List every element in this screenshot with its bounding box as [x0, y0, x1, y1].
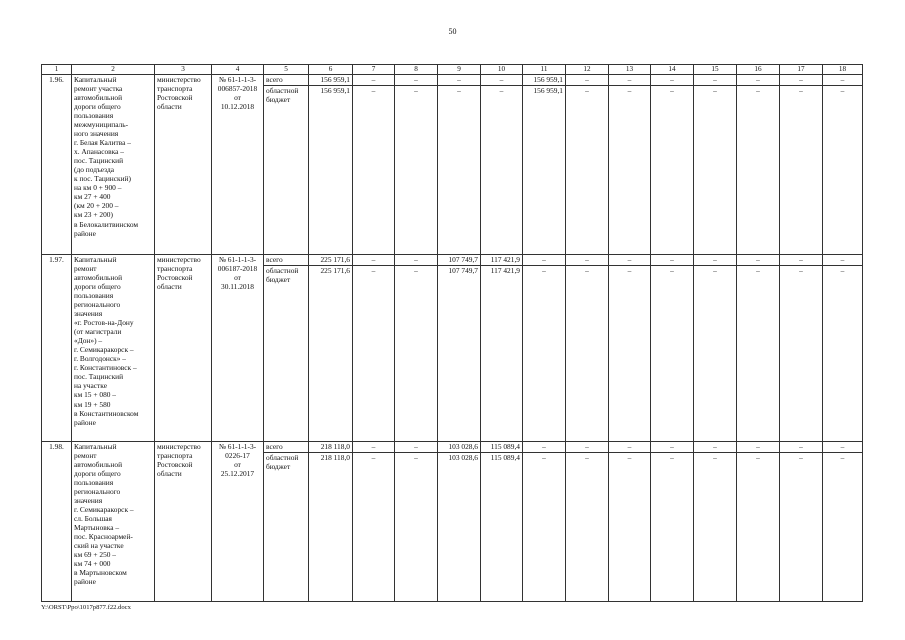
text-line: 0226-17 [225, 451, 250, 461]
amount-cell: – [609, 86, 651, 255]
text-line: «Дон») – [74, 336, 103, 346]
amount-cell: 117 421,9 [481, 266, 523, 442]
amount-cell: – [395, 266, 438, 442]
amount-cell: – [780, 266, 823, 442]
text-line: районе [74, 577, 96, 587]
amount-cell: – [609, 442, 651, 453]
amount-cell: – [609, 75, 651, 86]
amount-cell: – [651, 255, 694, 266]
text-line: автомобильной [74, 273, 123, 283]
text-line: Ростовской [157, 460, 193, 470]
text-line: № 61-1-1-3- [218, 75, 257, 84]
amount-cell: – [823, 255, 863, 266]
column-number: 18 [823, 65, 863, 75]
text-line: от [234, 460, 241, 470]
page-number: 50 [448, 27, 457, 36]
text-line: в Белокалитвинском [74, 219, 139, 229]
amount-cell: 225 171,6 [309, 266, 353, 442]
text-line: пользования [74, 111, 114, 121]
amount-cell: – [651, 266, 694, 442]
text-line: межмуниципаль- [74, 120, 129, 130]
text-line: области [157, 102, 182, 112]
text-line: пос. Красноармей- [74, 532, 133, 542]
text-line: км 69 + 250 – [74, 550, 116, 560]
text-line: км 19 + 580 [74, 399, 111, 409]
table-row [42, 442, 863, 453]
amount-cell: 218 118,0 [309, 453, 353, 602]
amount-cell: – [566, 75, 609, 86]
text-line: в Константиновском [74, 408, 139, 418]
text-line: ного значения [74, 129, 119, 139]
text-line: в Мартыновском [74, 568, 127, 578]
column-number: 14 [651, 65, 694, 75]
funding-source-total: всего [264, 255, 309, 266]
amount-cell: – [438, 75, 481, 86]
amount-cell: – [737, 442, 780, 453]
text-line: г. Семикаракорск – [74, 505, 134, 515]
amount-cell: – [609, 453, 651, 602]
amount-cell: – [780, 442, 823, 453]
text-line: г. Семикаракорск – [74, 345, 134, 355]
amount-cell: – [353, 255, 395, 266]
text-line: № 61-1-1-3- [218, 255, 257, 264]
amount-cell: – [481, 75, 523, 86]
object-description [72, 75, 155, 255]
column-number: 11 [523, 65, 566, 75]
amount-cell: – [523, 453, 566, 602]
amount-cell: – [566, 255, 609, 266]
text-line: транспорта [157, 451, 193, 461]
text-line: областной [266, 453, 299, 462]
funding-source-total: всего [264, 442, 309, 453]
text-line: Мартыновка – [74, 523, 120, 533]
text-line: к пос. Тацинский) [74, 174, 131, 184]
amount-cell: – [353, 442, 395, 453]
amount-cell: – [737, 266, 780, 442]
amount-cell: – [737, 453, 780, 602]
amount-cell: 103 028,6 [438, 442, 481, 453]
text-line: ремонт [74, 451, 97, 461]
amount-cell: – [438, 86, 481, 255]
object-description [72, 255, 155, 442]
text-line: ремонт [74, 264, 97, 274]
amount-cell: 115 089,4 [481, 453, 523, 602]
amount-cell: – [737, 86, 780, 255]
column-number: 8 [395, 65, 438, 75]
document-reference [212, 255, 264, 442]
amount-cell: – [353, 86, 395, 255]
text-line: 006187-2018 [217, 264, 258, 274]
table-row [42, 255, 863, 266]
column-number: 2 [72, 65, 155, 75]
column-number-row [42, 65, 863, 75]
text-line: районе [74, 417, 96, 427]
amount-cell: – [353, 453, 395, 602]
amount-cell: 107 749,7 [438, 255, 481, 266]
amount-cell: – [737, 255, 780, 266]
text-line: районе [74, 228, 96, 238]
amount-cell: – [694, 86, 737, 255]
amount-cell: 156 959,1 [523, 75, 566, 86]
amount-cell: – [737, 75, 780, 86]
text-line: Капитальный [74, 255, 117, 264]
text-line: на км 0 + 900 – [74, 183, 122, 193]
amount-cell: 103 028,6 [438, 453, 481, 602]
text-line: транспорта [157, 264, 193, 274]
amount-cell: – [780, 453, 823, 602]
responsible-organization [155, 75, 212, 255]
amount-cell: – [353, 266, 395, 442]
amount-cell: – [823, 442, 863, 453]
text-line: ремонт участка [74, 84, 123, 94]
text-line: км 74 + 000 [74, 559, 111, 569]
text-line: области [157, 469, 182, 479]
text-line: (до подъезда [74, 165, 114, 175]
amount-cell: – [780, 75, 823, 86]
text-line: № 61-1-1-3- [218, 442, 257, 451]
funding-source-regional [264, 453, 309, 602]
amount-cell: 225 171,6 [309, 255, 353, 266]
amount-cell: 218 118,0 [309, 442, 353, 453]
budget-table [41, 64, 863, 602]
amount-cell: – [566, 442, 609, 453]
text-line: км 27 + 400 [74, 192, 111, 202]
text-line: министерство [157, 75, 201, 84]
text-line: пос. Тацинский [74, 372, 124, 382]
text-line: министерство [157, 255, 201, 264]
text-line: бюджет [266, 95, 291, 105]
row-number: 1.97. [42, 255, 72, 442]
amount-cell: – [823, 75, 863, 86]
text-line: Ростовской [157, 273, 193, 283]
column-number: 5 [264, 65, 309, 75]
text-line: дороги общего [74, 282, 121, 292]
amount-cell: 156 959,1 [523, 86, 566, 255]
amount-cell: – [609, 255, 651, 266]
text-line: пос. Тацинский [74, 156, 124, 166]
text-line: «г. Ростов-на-Дону [74, 318, 134, 328]
column-number: 3 [155, 65, 212, 75]
amount-cell: 115 089,4 [481, 442, 523, 453]
document-reference [212, 442, 264, 602]
column-number: 10 [481, 65, 523, 75]
column-number: 4 [212, 65, 264, 75]
text-line: значения [74, 309, 103, 319]
amount-cell: – [395, 453, 438, 602]
text-line: Капитальный [74, 442, 117, 451]
amount-cell: – [523, 266, 566, 442]
amount-cell: – [395, 75, 438, 86]
text-line: (от магистрали [74, 327, 122, 337]
text-line: от [234, 273, 241, 283]
amount-cell: – [566, 453, 609, 602]
amount-cell: – [694, 75, 737, 86]
text-line: 006857-2018 [217, 84, 258, 94]
row-number: 1.96. [42, 75, 72, 255]
column-number: 6 [309, 65, 353, 75]
text-line: дороги общего [74, 469, 121, 479]
text-line: (км 20 + 200 – [74, 201, 119, 211]
row-number: 1.98. [42, 442, 72, 602]
funding-source-regional [264, 86, 309, 255]
text-line: области [157, 282, 182, 292]
responsible-organization [155, 255, 212, 442]
text-line: областной [266, 86, 299, 95]
amount-cell: – [651, 442, 694, 453]
text-line: 25.12.2017 [220, 469, 255, 479]
column-number: 13 [609, 65, 651, 75]
amount-cell: – [823, 453, 863, 602]
amount-cell: 156 959,1 [309, 75, 353, 86]
table-row [42, 75, 863, 86]
text-line: км 23 + 200) [74, 210, 113, 220]
amount-cell: – [523, 442, 566, 453]
amount-cell: – [651, 453, 694, 602]
text-line: транспорта [157, 84, 193, 94]
column-number: 1 [42, 65, 72, 75]
text-line: дороги общего [74, 102, 121, 112]
text-line: автомобильной [74, 93, 123, 103]
text-line: пользования [74, 478, 114, 488]
text-line: автомобильной [74, 460, 123, 470]
column-number: 7 [353, 65, 395, 75]
amount-cell: – [694, 442, 737, 453]
amount-cell: – [481, 86, 523, 255]
amount-cell: – [566, 86, 609, 255]
text-line: регионального [74, 487, 121, 497]
amount-cell: – [523, 255, 566, 266]
text-line: сл. Большая [74, 514, 112, 524]
text-line: км 15 + 080 – [74, 390, 116, 400]
text-line: 10.12.2018 [220, 102, 255, 112]
amount-cell: – [694, 266, 737, 442]
text-line: 30.11.2018 [221, 282, 254, 292]
text-line: ский на участке [74, 541, 124, 551]
text-line: г. Волгодонск» – [74, 354, 126, 364]
text-line: министерство [157, 442, 201, 451]
amount-cell: 156 959,1 [309, 86, 353, 255]
responsible-organization [155, 442, 212, 602]
text-line: бюджет [266, 462, 291, 472]
amount-cell: – [651, 75, 694, 86]
text-line: областной [266, 266, 299, 275]
funding-source-total: всего [264, 75, 309, 86]
text-line: пользования [74, 291, 114, 301]
amount-cell: – [651, 86, 694, 255]
text-line: х. Апанасовка – [74, 147, 124, 157]
amount-cell: – [395, 255, 438, 266]
amount-cell: – [780, 255, 823, 266]
amount-cell: 107 749,7 [438, 266, 481, 442]
text-line: регионального [74, 300, 121, 310]
text-line: г. Белая Калитва – [74, 138, 131, 148]
column-number: 16 [737, 65, 780, 75]
amount-cell: – [395, 442, 438, 453]
text-line: Капитальный [74, 75, 117, 84]
column-number: 12 [566, 65, 609, 75]
amount-cell: – [823, 266, 863, 442]
column-number: 9 [438, 65, 481, 75]
document-reference [212, 75, 264, 255]
text-line: Ростовской [157, 93, 193, 103]
file-path: Y:\ORST\Ppo\1017p877.f22.docx [41, 604, 131, 611]
column-number: 17 [780, 65, 823, 75]
amount-cell: – [395, 86, 438, 255]
text-line: на участке [74, 381, 107, 391]
amount-cell: – [694, 453, 737, 602]
amount-cell: – [780, 86, 823, 255]
amount-cell: – [566, 266, 609, 442]
text-line: г. Константиновск – [74, 363, 137, 373]
amount-cell: – [694, 255, 737, 266]
object-description [72, 442, 155, 602]
amount-cell: 117 421,9 [481, 255, 523, 266]
text-line: от [234, 93, 241, 103]
text-line: значения [74, 496, 103, 506]
amount-cell: – [609, 266, 651, 442]
funding-source-regional [264, 266, 309, 442]
text-line: бюджет [266, 275, 291, 285]
amount-cell: – [823, 86, 863, 255]
column-number: 15 [694, 65, 737, 75]
amount-cell: – [353, 75, 395, 86]
